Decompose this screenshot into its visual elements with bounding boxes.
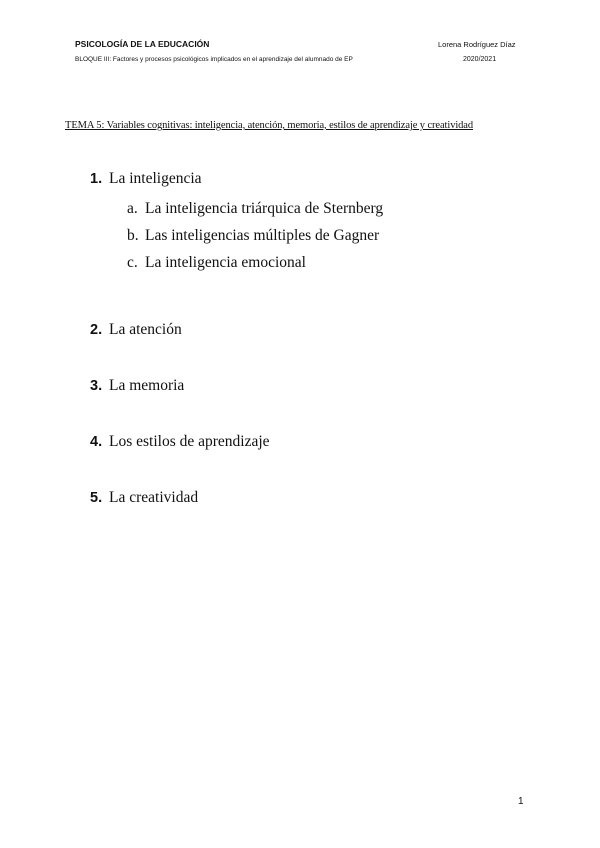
outline-label: Los estilos de aprendizaje	[109, 433, 270, 450]
outline-list	[90, 168, 530, 509]
outline-number: 3.	[90, 378, 103, 394]
outline-item-3	[90, 375, 530, 397]
outline-label: La creatividad	[109, 489, 199, 506]
outline-item-5	[90, 487, 530, 509]
outline-subitem-a	[90, 195, 530, 222]
outline-subitem-c	[90, 249, 530, 276]
page-number: 1	[518, 796, 524, 807]
outline-item-2	[90, 319, 530, 341]
subitem-letter: c.	[127, 254, 138, 271]
subitem-label: Las inteligencias múltiples de Gagner	[145, 227, 380, 244]
outline-number: 1.	[90, 171, 103, 187]
subitem-letter: a.	[127, 200, 138, 217]
header-author: Lorena Rodríguez Díaz	[438, 40, 516, 49]
subitem-letter: b.	[127, 227, 139, 244]
outline-number: 5.	[90, 490, 103, 506]
outline-item-1	[90, 168, 530, 190]
outline-number: 2.	[90, 322, 103, 338]
subitem-label: La inteligencia emocional	[145, 254, 306, 271]
outline-label: La inteligencia	[109, 170, 202, 187]
outline-item-4	[90, 431, 530, 453]
subitem-label: La inteligencia triárquica de Sternberg	[145, 200, 384, 217]
header-subject: PSICOLOGÍA DE LA EDUCACIÓN	[75, 39, 210, 49]
outline-subitem-b	[90, 222, 530, 249]
topic-title: TEMA 5: Variables cognitivas: inteligencia, atención, memoria, estilos de aprendizaje y creatividad	[65, 120, 474, 131]
outline-number: 4.	[90, 434, 103, 450]
header-year: 2020/2021	[463, 56, 497, 63]
outline-label: La memoria	[109, 377, 185, 394]
header-block: BLOQUE III: Factores y procesos psicológicos implicados en el aprendizaje del alumnado de EP	[75, 56, 353, 63]
outline-label: La atención	[109, 321, 182, 338]
